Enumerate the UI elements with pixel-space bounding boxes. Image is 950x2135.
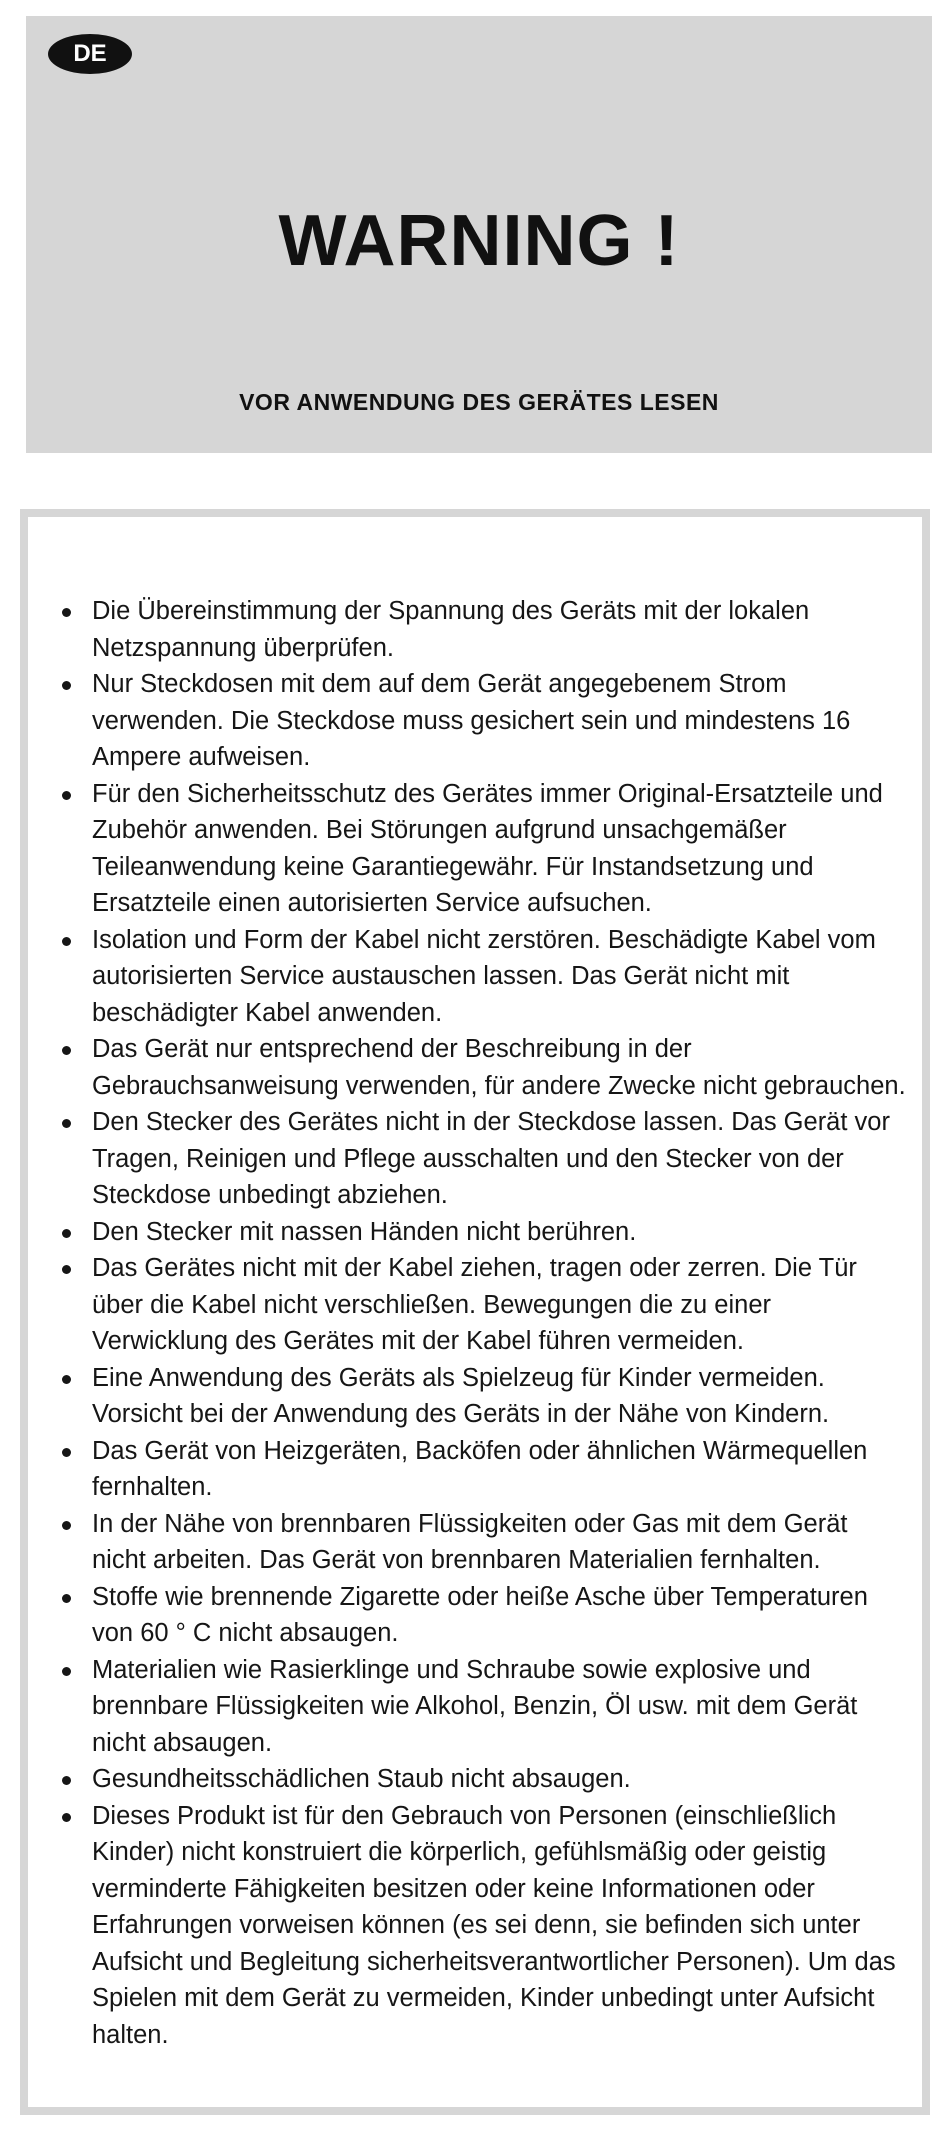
bullet-icon <box>62 937 71 946</box>
instruction-item <box>50 1214 906 1251</box>
instruction-item <box>50 922 906 1032</box>
warning-subtitle: VOR ANWENDUNG DES GERÄTES LESEN <box>239 389 719 415</box>
instruction-item <box>50 1761 906 1798</box>
instruction-text: Eine Anwendung des Geräts als Spielzeug für Kinder vermeiden. Vorsicht bei der Anwendung des Geräts in der Nähe von Kindern. <box>92 1363 830 1428</box>
instruction-text: Dieses Produkt ist für den Gebrauch von Personen (einschließlich Kinder) nicht konstruiert die körperlich, gefühlsmäßig oder geistig verminderte Fähigkeiten besitzen oder keine Informationen oder Erfahrungen vorweisen können (es sei denn, sie befinden sich unter Aufsicht und Begleitung sicherheitsverantwortlicher Personen). Um das Spielen mit dem Gerät zu vermeiden, Kinder unbedingt unter Aufsicht halten. <box>92 1801 896 2049</box>
instruction-item <box>50 1433 906 1506</box>
instruction-text: Stoffe wie brennende Zigarette oder heiße Asche über Temperaturen von 60 ° C nicht absaugen. <box>92 1582 868 1647</box>
bullet-icon <box>62 1813 71 1822</box>
bullet-icon <box>62 608 71 617</box>
instruction-text: Gesundheitsschädlichen Staub nicht absaugen. <box>92 1765 631 1793</box>
bullet-icon <box>62 681 71 690</box>
safety-instructions-list <box>50 593 906 2053</box>
bullet-icon <box>62 1229 71 1238</box>
instruction-item <box>50 593 906 666</box>
instruction-text: Die Übereinstimmung der Spannung des Geräts mit der lokalen Netzspannung überprüfen. <box>92 597 810 662</box>
instruction-item <box>50 666 906 776</box>
instruction-item <box>50 1579 906 1652</box>
instruction-item <box>50 1360 906 1433</box>
bullet-icon <box>62 1521 71 1530</box>
instruction-text: Den Stecker mit nassen Händen nicht berühren. <box>92 1217 637 1246</box>
instruction-text: Das Gerät von Heizgeräten, Backöfen oder ähnlichen Wärmequellen fernhalten. <box>92 1436 868 1501</box>
warning-header-panel <box>26 16 932 453</box>
bullet-icon <box>62 1776 71 1785</box>
language-badge: DE <box>48 34 132 74</box>
instruction-text: Isolation und Form der Kabel nicht zerstören. Beschädigte Kabel vom autorisierten Service austauschen lassen. Das Gerät nicht mit beschädigter Kabel anwenden. <box>92 925 876 1027</box>
instruction-text: Für den Sicherheitsschutz des Gerätes immer Original-Ersatzteile und Zubehör anwenden. Bei Störungen aufgrund unsachgemäßer Teileanwendung keine Garantiegewähr. Für Instandsetzung und Ersatzteile einen autorisierten Service aufsuchen. <box>92 779 883 917</box>
bullet-icon <box>62 1119 71 1128</box>
instruction-item <box>50 1104 906 1214</box>
bullet-icon <box>62 1046 71 1055</box>
warning-title: WARNING ! <box>278 201 680 281</box>
instruction-item <box>50 1798 906 2054</box>
instruction-text: Den Stecker des Gerätes nicht in der Steckdose lassen. Das Gerät vor Tragen, Reinigen und Pflege ausschalten und den Stecker von der Steckdose unbedingt abziehen. <box>92 1108 890 1209</box>
instruction-text: Das Gerät nur entsprechend der Beschreibung in der Gebrauchsanweisung verwenden, für andere Zwecke nicht gebrauchen. <box>92 1035 906 1100</box>
instruction-text: In der Nähe von brennbaren Flüssigkeiten oder Gas mit dem Gerät nicht arbeiten. Das Gerät von brennbaren Materialien fernhalten. <box>92 1509 848 1574</box>
instruction-item <box>50 1652 906 1762</box>
bullet-icon <box>62 1448 71 1457</box>
safety-instructions-panel <box>20 509 930 2115</box>
bullet-icon <box>62 1594 71 1603</box>
instruction-text: Nur Steckdosen mit dem auf dem Gerät angegebenem Strom verwenden. Die Steckdose muss gesichert sein und mindestens 16 Ampere aufweisen. <box>92 670 851 771</box>
instruction-text: Materialien wie Rasierklinge und Schraube sowie explosive und brennbare Flüssigkeiten wie Alkohol, Benzin, Öl usw. mit dem Gerät nicht absaugen. <box>92 1655 858 1757</box>
bullet-icon <box>62 1375 71 1384</box>
instruction-item <box>50 1250 906 1360</box>
instruction-item <box>50 1506 906 1579</box>
instruction-item <box>50 1031 906 1104</box>
bullet-icon <box>62 1265 71 1274</box>
bullet-icon <box>62 791 71 800</box>
instruction-text: Das Gerätes nicht mit der Kabel ziehen, tragen oder zerren. Die Tür über die Kabel nicht verschließen. Bewegungen die zu einer Verwicklung des Gerätes mit der Kabel führen vermeiden. <box>92 1254 857 1355</box>
instruction-item <box>50 776 906 922</box>
bullet-icon <box>62 1667 71 1676</box>
